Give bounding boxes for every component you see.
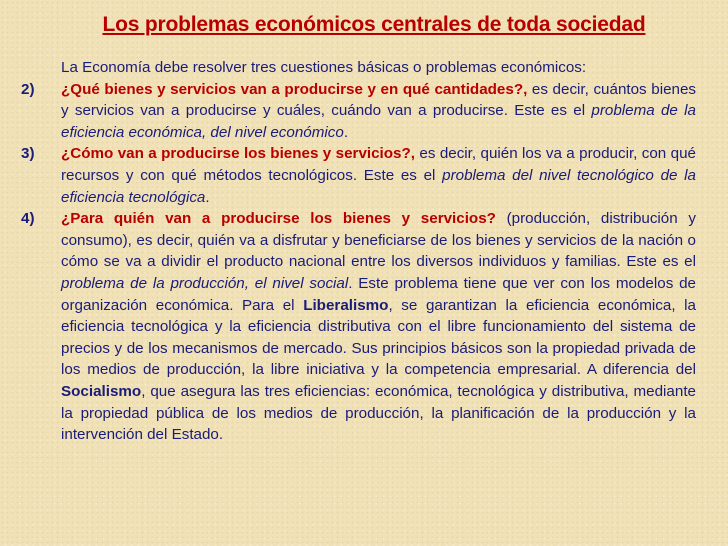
- problem-name: problema del nivel tecnológico de la eficiencia tecnológica: [61, 166, 696, 206]
- problem-name: problema de la producción, el nivel social: [61, 274, 349, 292]
- question-item-4: [21, 208, 696, 446]
- body-text: , se garantizan la eficiencia económica, la eficiencia tecnológica y la eficiencia distributiva con el libre funcionamiento del sistema de precios y de los mecanismos de mercado. Sus principios básicos son la propiedad privada de los medios de producción, la libre iniciativa y la competencia empresarial. A diferencia del: [61, 296, 696, 379]
- body-text: es decir, cuántos bienes y servicios van a producirse y cuáles, cuándo van a producirse. Este es el: [61, 80, 697, 120]
- item-number: 4): [21, 210, 35, 228]
- intro-paragraph: La Economía debe resolver tres cuestiones básicas o problemas económicos:: [61, 59, 587, 76]
- body-text: es decir, quién los va a producir, con qué recursos y con qué métodos tecnológicos. Este es el: [61, 145, 696, 184]
- body-text: , que asegura las tres eficiencias: económica, tecnológica y distributiva, mediante la propiedad pública de los medios de producción, la planificación de la producción y la intervención del Estado.: [61, 382, 696, 444]
- body-text: .: [205, 188, 210, 206]
- question-text: ¿Cómo van a producirse los bienes y servicios?,: [61, 145, 415, 163]
- liberalismo-term: Liberalismo: [303, 296, 389, 314]
- question-text: ¿Qué bienes y servicios van a producirse y en qué cantidades?,: [61, 80, 528, 98]
- slide-content: [21, 57, 697, 446]
- body-text: .: [343, 123, 349, 141]
- item-number: 2): [21, 80, 35, 98]
- question-item-3: [21, 143, 696, 208]
- slide-title: Los problemas económicos centrales de toda sociedad: [102, 13, 646, 36]
- body-text: . Este problema tiene que ver con los modelos de organización económica. Para el: [61, 274, 696, 314]
- question-item-2: [21, 79, 697, 144]
- body-text: (producción, distribución y consumo), es decir, quién va a disfrutar y beneficiarse de los bienes y servicios de la nación o cómo se va a dividir el producto nacional entre los diversos individuos y familias. Este es el: [61, 210, 696, 271]
- question-text: ¿Para quién van a producirse los bienes y servicios?: [61, 210, 496, 228]
- problem-name: problema de la eficiencia económica, del nivel económico: [61, 102, 696, 141]
- socialismo-term: Socialismo: [61, 382, 142, 400]
- item-number: 3): [21, 145, 35, 163]
